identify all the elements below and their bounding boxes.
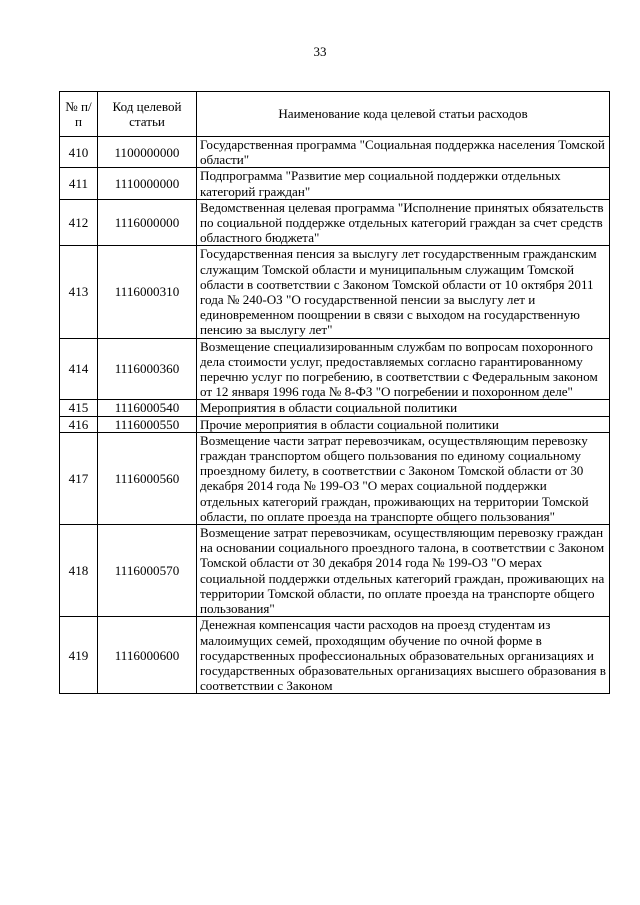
table-row: [60, 338, 610, 400]
row-name: Ведомственная целевая программа "Исполнение принятых обязательств по социальной поддержке отдельных категорий граждан за счет средств областного бюджета": [197, 199, 610, 246]
header-number: № п/п: [60, 92, 98, 137]
row-name: Возмещение специализированным службам по вопросам похоронного дела стоимости услуг, предоставляемых согласно гарантированному перечню услуг по погребению, в соответствии с Федеральным законом от 12 января 1996 года № 8-ФЗ "О погребении и похоронном деле": [197, 338, 610, 400]
row-name: Прочие мероприятия в области социальной политики: [197, 416, 610, 432]
table-row: [60, 137, 610, 168]
header-code: Код целевой статьи: [98, 92, 197, 137]
row-number: 415: [60, 400, 98, 416]
row-name: Мероприятия в области социальной политики: [197, 400, 610, 416]
row-number: 419: [60, 617, 98, 694]
table-row: [60, 617, 610, 694]
table-row: [60, 168, 610, 199]
row-name: Возмещение части затрат перевозчикам, осуществляющим перевозку граждан транспортом общего пользования по единому социальному проездному билету, в соответствии с Законом Томской области от 30 декабря 2014 года № 199-ОЗ "О мерах социальной поддержки отдельных категорий граждан, проживающих на территории Томской области, по оплате проезда на транспорте общего пользования": [197, 432, 610, 524]
table-header-row: [60, 92, 610, 137]
row-name: Государственная пенсия за выслугу лет государственным гражданским служащим Томской области и муниципальным служащим Томской области в соответствии с Законом Томской области от 10 октября 2011 года № 240-ОЗ "О государственной пенсии за выслугу лет и единовременном поощрении в связи с выходом на государственную пенсию за выслугу лет": [197, 246, 610, 338]
row-code: 1116000560: [98, 432, 197, 524]
table-row: [60, 432, 610, 524]
row-number: 418: [60, 525, 98, 617]
row-name: Возмещение затрат перевозчикам, осуществляющим перевозку граждан на основании социального проездного талона, в соответствии с Законом Томской области от 30 декабря 2014 года № 199-ОЗ "О мерах социальной поддержки отдельных категорий граждан, проживающих на территории Томской области, по оплате проезда на транспорте общего пользования": [197, 525, 610, 617]
row-number: 414: [60, 338, 98, 400]
table-row: [60, 246, 610, 338]
table-row: [60, 525, 610, 617]
header-name: Наименование кода целевой статьи расходов: [197, 92, 610, 137]
row-code: 1116000360: [98, 338, 197, 400]
page-number: 33: [313, 44, 327, 59]
table-row: [60, 199, 610, 246]
row-name: Государственная программа "Социальная поддержка населения Томской области": [197, 137, 610, 168]
row-name: Денежная компенсация части расходов на проезд студентам из малоимущих семей, проходящим обучение по очной форме в государственных профессиональных образовательных организациях и государственных образовательных организациях высшего образования в соответствии с Законом: [197, 617, 610, 694]
row-number: 417: [60, 432, 98, 524]
row-number: 412: [60, 199, 98, 246]
row-number: 410: [60, 137, 98, 168]
row-number: 411: [60, 168, 98, 199]
row-code: 1116000600: [98, 617, 197, 694]
row-code: 1116000570: [98, 525, 197, 617]
row-name: Подпрограмма "Развитие мер социальной поддержки отдельных категорий граждан": [197, 168, 610, 199]
row-code: 1116000540: [98, 400, 197, 416]
row-number: 416: [60, 416, 98, 432]
row-code: 1116000550: [98, 416, 197, 432]
row-code: 1116000310: [98, 246, 197, 338]
row-number: 413: [60, 246, 98, 338]
target-items-table: [59, 91, 610, 694]
row-code: 1116000000: [98, 199, 197, 246]
row-code: 1100000000: [98, 137, 197, 168]
row-code: 1110000000: [98, 168, 197, 199]
table-row: [60, 400, 610, 416]
table-row: [60, 416, 610, 432]
